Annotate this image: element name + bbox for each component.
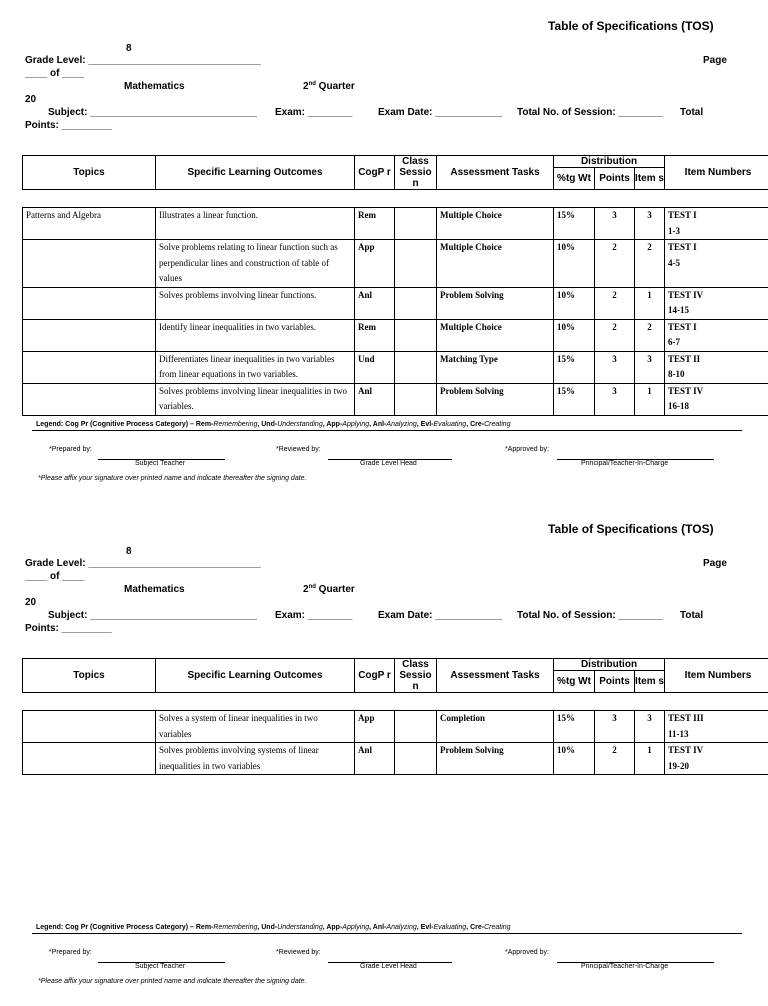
row-items: 3 (635, 711, 665, 743)
prepared-role: Subject Teacher (135, 963, 186, 970)
approved-by-label: *Approved by: (505, 949, 549, 956)
page-of-line: ____ of ____ (25, 571, 85, 582)
row-outcome: Solves a system of linear inequalities in two variables (156, 711, 355, 743)
row-wt: 15% (554, 208, 595, 240)
row-item-numbers: TEST I 4-5 (665, 240, 768, 288)
reviewed-role: Grade Level Head (360, 963, 417, 970)
row-cogpr: Anl (355, 383, 395, 415)
row-topic (23, 240, 156, 288)
row-task: Matching Type (437, 351, 554, 383)
row-topic (23, 287, 156, 319)
year-value: 20 (25, 597, 37, 608)
row-wt: 10% (554, 743, 595, 775)
row-topic (23, 383, 156, 415)
col-topics: Topics (23, 659, 156, 693)
row-wt: 10% (554, 287, 595, 319)
subject-label: Subject: ______________________________ (48, 610, 258, 621)
row-topic (23, 743, 156, 775)
spec-table-header (22, 155, 768, 190)
total-label: Total (680, 107, 704, 118)
col-wt: %tg Wt (554, 168, 595, 190)
row-topic (23, 319, 156, 351)
row-points: 2 (595, 287, 635, 319)
row-class-session (395, 208, 437, 240)
col-points: Points (595, 671, 635, 693)
grade-level-label: Grade Level: _______________________________ (25, 55, 261, 66)
reviewed-role: Grade Level Head (360, 460, 417, 467)
row-items: 1 (635, 287, 665, 319)
col-outcomes: Specific Learning Outcomes (156, 659, 355, 693)
table-row (23, 319, 768, 351)
row-items: 1 (635, 383, 665, 415)
total-sessions-label: Total No. of Session: ________ (517, 610, 663, 621)
row-task: Completion (437, 711, 554, 743)
col-distribution: Distribution (554, 659, 665, 671)
row-cogpr: App (355, 711, 395, 743)
col-cogpr: CogP r (355, 659, 395, 693)
grade-value: 8 (126, 546, 132, 557)
row-outcome: Identify linear inequalities in two variables. (156, 319, 355, 351)
table-row (23, 208, 768, 240)
exam-date-label: Exam Date: ____________ (378, 107, 502, 118)
col-item-numbers: Item Numbers (665, 156, 768, 190)
legend: Legend: Cog Pr (Cognitive Process Category) – Rem-Remembering, Und-Understanding, App-Applying, Anl-Analyzing, Evl-Evaluating, Cre-Creating (36, 421, 511, 428)
quarter: 2nd Quarter (303, 81, 355, 92)
row-items: 2 (635, 240, 665, 288)
row-points: 2 (595, 319, 635, 351)
col-tasks: Assessment Tasks (437, 156, 554, 190)
row-wt: 15% (554, 383, 595, 415)
row-wt: 10% (554, 240, 595, 288)
col-class-session: Class Sessio n (395, 156, 437, 190)
col-points: Points (595, 168, 635, 190)
row-item-numbers: TEST II 8-10 (665, 351, 768, 383)
row-outcome: Differentiates linear inequalities in two variables from linear equations in two variables. (156, 351, 355, 383)
table-row (23, 711, 768, 743)
row-cogpr: Anl (355, 743, 395, 775)
row-topic (23, 351, 156, 383)
col-tasks: Assessment Tasks (437, 659, 554, 693)
row-task: Multiple Choice (437, 240, 554, 288)
row-outcome: Solves problems involving linear inequalities in two variables. (156, 383, 355, 415)
col-topics: Topics (23, 156, 156, 190)
row-outcome: Illustrates a linear function. (156, 208, 355, 240)
subject-value: Mathematics (124, 81, 185, 92)
table-row (23, 383, 768, 415)
row-cogpr: Und (355, 351, 395, 383)
row-outcome: Solves problems involving linear functions. (156, 287, 355, 319)
document-title: Table of Specifications (TOS) (548, 19, 714, 33)
col-outcomes: Specific Learning Outcomes (156, 156, 355, 190)
row-wt: 15% (554, 351, 595, 383)
points-label: Points: _________ (25, 623, 112, 634)
row-item-numbers: TEST IV 16-18 (665, 383, 768, 415)
reviewed-by-label: *Reviewed by: (276, 949, 321, 956)
row-topic: Patterns and Algebra (23, 208, 156, 240)
row-item-numbers: TEST I 1-3 (665, 208, 768, 240)
row-points: 3 (595, 711, 635, 743)
legend-divider (32, 430, 742, 431)
spec-table-header (22, 658, 768, 693)
row-points: 3 (595, 383, 635, 415)
prepared-role: Subject Teacher (135, 460, 186, 467)
row-items: 2 (635, 319, 665, 351)
exam-label: Exam: ________ (275, 610, 353, 621)
row-class-session (395, 383, 437, 415)
row-points: 2 (595, 240, 635, 288)
row-cogpr: Anl (355, 287, 395, 319)
row-class-session (395, 240, 437, 288)
table-row (23, 240, 768, 288)
document-title: Table of Specifications (TOS) (548, 522, 714, 536)
row-task: Problem Solving (437, 383, 554, 415)
row-class-session (395, 287, 437, 319)
approved-by-label: *Approved by: (505, 446, 549, 453)
legend-divider (32, 933, 742, 934)
row-outcome: Solves problems involving systems of linear inequalities in two variables (156, 743, 355, 775)
grade-level-label: Grade Level: _______________________________ (25, 558, 261, 569)
reviewed-by-label: *Reviewed by: (276, 446, 321, 453)
legend: Legend: Cog Pr (Cognitive Process Category) – Rem-Remembering, Und-Understanding, App-Applying, Anl-Analyzing, Evl-Evaluating, Cre-Creating (36, 924, 511, 931)
row-item-numbers: TEST IV 14-15 (665, 287, 768, 319)
col-item-numbers: Item Numbers (665, 659, 768, 693)
year-value: 20 (25, 94, 37, 105)
col-items: Item s (635, 671, 665, 693)
row-cogpr: Rem (355, 319, 395, 351)
spec-table-body-2 (22, 710, 768, 775)
row-task: Problem Solving (437, 743, 554, 775)
quarter: 2nd Quarter (303, 584, 355, 595)
signature-note: *Please affix your signature over printed name and indicate thereafter the signing date. (38, 978, 307, 985)
prepared-by-label: *Prepared by: (49, 949, 92, 956)
page-of-line: ____ of ____ (25, 68, 85, 79)
row-outcome: Solve problems relating to linear function such as perpendicular lines and construction of table of values (156, 240, 355, 288)
col-cogpr: CogP r (355, 156, 395, 190)
page-label: Page (703, 55, 727, 66)
row-cogpr: Rem (355, 208, 395, 240)
points-label: Points: _________ (25, 120, 112, 131)
signature-note: *Please affix your signature over printed name and indicate thereafter the signing date. (38, 475, 307, 482)
row-items: 3 (635, 208, 665, 240)
row-class-session (395, 319, 437, 351)
row-item-numbers: TEST IV 19-20 (665, 743, 768, 775)
page-label: Page (703, 558, 727, 569)
col-items: Item s (635, 168, 665, 190)
row-points: 2 (595, 743, 635, 775)
row-wt: 15% (554, 711, 595, 743)
subject-value: Mathematics (124, 584, 185, 595)
table-row (23, 287, 768, 319)
grade-value: 8 (126, 43, 132, 54)
table-row (23, 743, 768, 775)
row-items: 1 (635, 743, 665, 775)
row-class-session (395, 351, 437, 383)
row-topic (23, 711, 156, 743)
total-sessions-label: Total No. of Session: ________ (517, 107, 663, 118)
subject-label: Subject: ______________________________ (48, 107, 258, 118)
row-task: Multiple Choice (437, 208, 554, 240)
row-cogpr: App (355, 240, 395, 288)
exam-label: Exam: ________ (275, 107, 353, 118)
col-class-session: Class Sessio n (395, 659, 437, 693)
row-wt: 10% (554, 319, 595, 351)
row-items: 3 (635, 351, 665, 383)
prepared-by-label: *Prepared by: (49, 446, 92, 453)
approved-role: Principal/Teacher-In-Charge (581, 460, 669, 467)
col-wt: %tg Wt (554, 671, 595, 693)
row-class-session (395, 711, 437, 743)
exam-date-label: Exam Date: ____________ (378, 610, 502, 621)
spec-table-body-1 (22, 207, 768, 416)
row-item-numbers: TEST III 11-13 (665, 711, 768, 743)
row-points: 3 (595, 351, 635, 383)
approved-role: Principal/Teacher-In-Charge (581, 963, 669, 970)
row-class-session (395, 743, 437, 775)
table-row (23, 351, 768, 383)
row-points: 3 (595, 208, 635, 240)
row-task: Multiple Choice (437, 319, 554, 351)
row-item-numbers: TEST I 6-7 (665, 319, 768, 351)
col-distribution: Distribution (554, 156, 665, 168)
row-task: Problem Solving (437, 287, 554, 319)
total-label: Total (680, 610, 704, 621)
